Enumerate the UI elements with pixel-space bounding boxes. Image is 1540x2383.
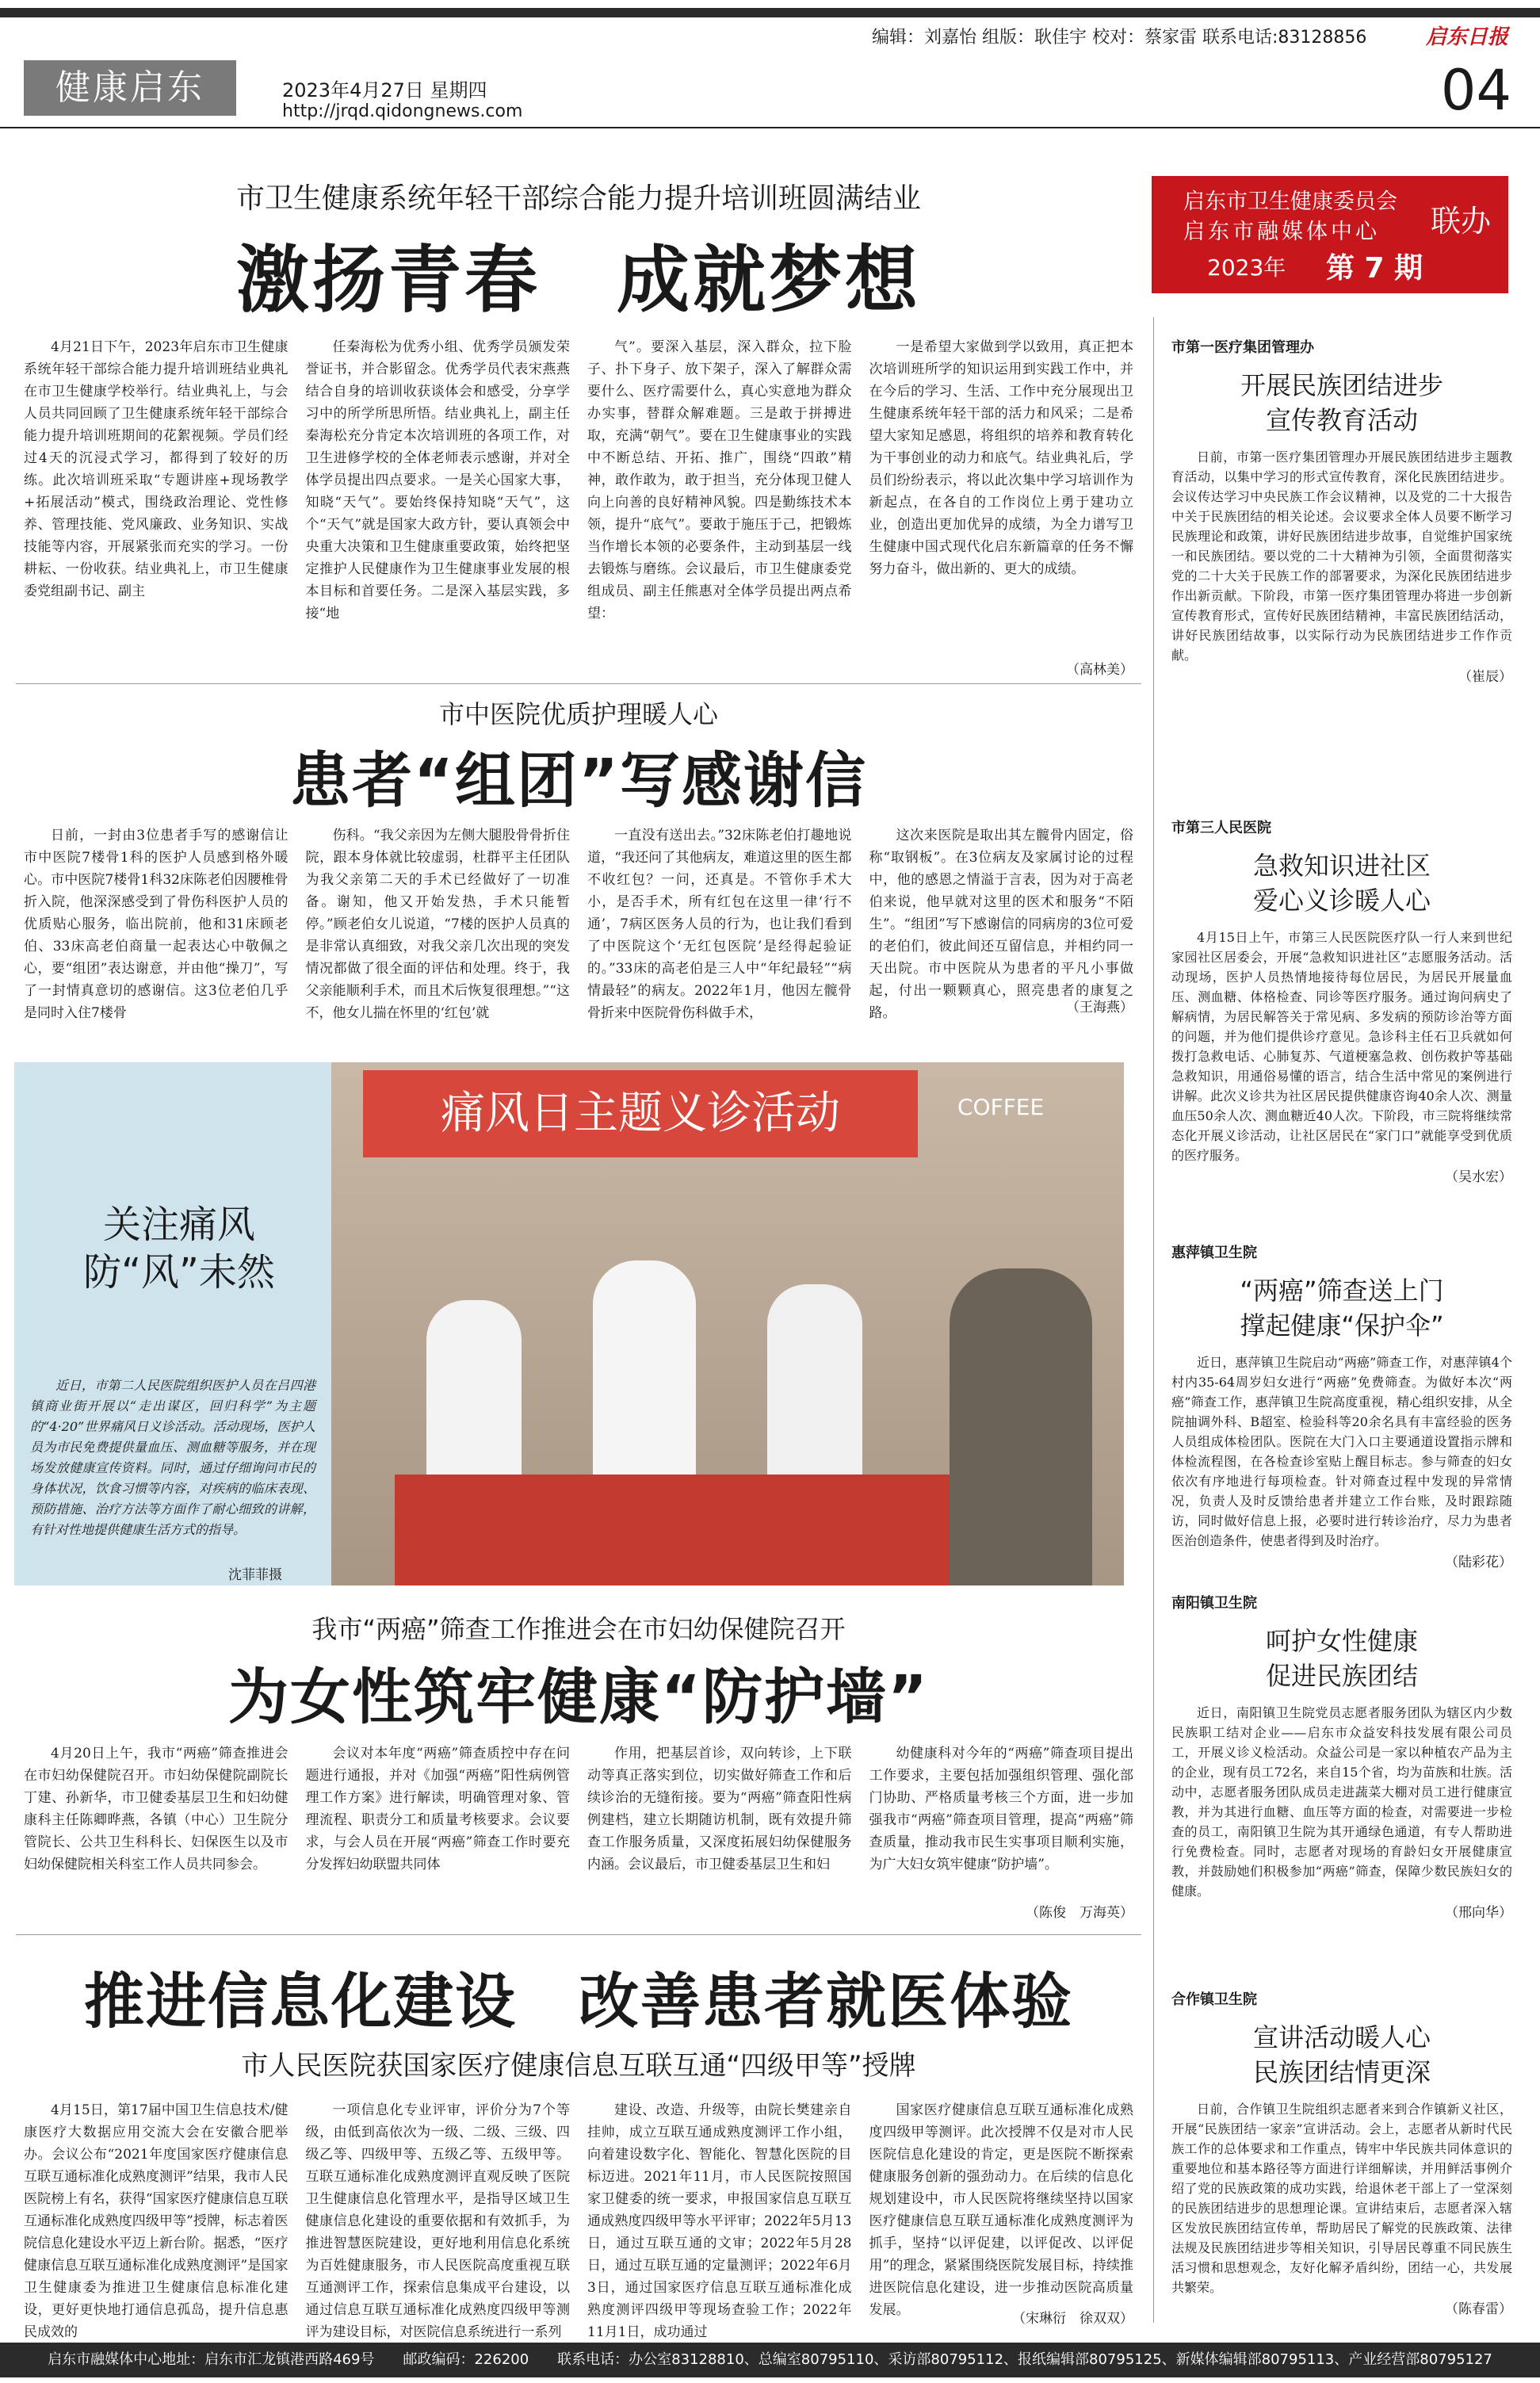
a5-col-2: 一项信息化专业评审，评价分为7个等级，由低到高依次为一级、二级、三级、四级乙等、四级甲等、五级乙等、五级甲等。互联互通标准化成熟度测评直观反映了医院卫生健康信息化管理水平，是指导区域卫生健康信息化建设的重要依据和有效抓手，为推进智慧医院建设，更好地利用信息化系统为百姓健康服务，市人民医院高度重视互联互通测评工作，探索信息集成平台建设，以通过信息互联互通标准化成熟度四级甲等测评为建设目标，对医院信息系统进行一系列 [305,2102,570,2340]
issue-year: 2023年 [1207,254,1286,281]
a1-author: （高林美） [1066,662,1133,678]
right-1-author: （崔辰） [1458,669,1512,685]
a1-col-3: 气”。要深入基层，深入群众，拉下脸子、扑下身子、放下架子，深入了解群众需要什么、医疗需要什么，真心实意地为群众办实事，替群众解难题。三是敢于拼搏进取，充满“朝气”。要在卫生健康事业的实践中不断总结、开拓、推广，围绕“四敢”精神，敢作敢为，敢于担当，充分体现卫健人向上向善的良好精神风貌。四是勤练技术本领，提升“底气”。要敢于施压于己，把锻炼当作增长本领的必要条件，主动到基层一线去锻炼与磨练。会议最后，市卫生健康委党组成员、副主任熊惠对全体学员提出两点希望： [587,339,852,622]
footer: 启东市融媒体中心地址：启东市汇龙镇港西路469号 邮政编码：226200 联系电话：办公室83128810、总编室80795110、采访部80795112、报纸编辑部80795125、新媒体编辑部80795113、产业经营部80795127 [0,2343,1540,2377]
right-1-title: 开展民族团结进步 宣传教育活动 [1240,370,1443,435]
a4-subtitle: 我市“两癌”筛查工作推进会在市妇幼保健院召开 [311,1614,846,1644]
photo-block [14,1062,1124,1585]
a2-col-4: 这次来医院是取出其左髋骨内固定，俗称“取钢板”。在3位病友及家属讨论的过程中，他的感恩之情溢于言表，因为对于高老伯来说，他早就对这里的医术和服务“不陌生”。“组团”写下感谢信的同病房的3位可爱的老伯们，彼此间还互留信息，并相约同一天出院。市中医院从为患者的平凡小事做起，付出一颗颗真心，照亮患者的康复之路。 [869,828,1133,1021]
a4-body [24,1742,1133,1885]
a2-author: （王海燕） [1066,1000,1133,1016]
a1-subtitle: 市卫生健康系统年轻干部综合能力提升培训班圆满结业 [235,182,921,215]
right-5-author: （陈春雷） [1445,2301,1512,2317]
issue-number: 第 7 期 [1326,252,1423,285]
a1-col-2: 任秦海松为优秀小组、优秀学员颁发荣誉证书，并合影留念。优秀学员代表宋燕燕结合自身的培训收获谈体会和感受，分享学习中的所学所思所悟。结业典礼上，副主任秦海松充分肯定本次培训班的各项工作，对卫生进修学校的全体老师表示感谢，并对全体学员提出四点要求。一是关心国家大事，知晓“天气”。要始终保持知晓“天气”，这个“天气”就是国家大政方针，要认真领会中央重大决策和卫生健康重要政策，始终把坚定推护人民健康作为卫生健康事业发展的根本目标和首要任务。二是深入基层实践，多接“地 [305,339,570,622]
right-2-label: 市第三人民医院 [1171,820,1271,836]
a5-author: （宋琳衍 徐双双） [1012,2311,1133,2327]
right-5-title: 宣讲活动暖人心 民族团结情更深 [1252,2022,1431,2087]
right-5-body: 日前，合作镇卫生院组织志愿者来到合作镇新义社区，开展“民族团结一家亲”宣讲活动。会上，志愿者从新时代民族工作的总体要求和工作重点，铸牢中华民族共同体意识的重要地位和基本路径等方面进行详细解读，并用鲜活事例介绍了党的民族政策的成功实践，给退休老干部上了一堂深刻的民族团结进步的思想理论课。宣讲结束后，志愿者深入辖区发放民族团结宣传单，帮助居民了解党的民族政策、法律法规及民族团结进步等相关知识，引导居民尊重不同民族生活习惯和思想观念，友好化解矛盾纠纷，团结一心，共发展共繁荣。 [1171,2102,1512,2295]
site-url[interactable]: http://jrqd.qidongnews.com [282,101,523,121]
shop-sign: COFFEE [957,1094,1045,1120]
right-5-label: 合作镇卫生院 [1171,1991,1257,2008]
photo-title: 关注痛风 防“风”未然 [83,1203,275,1295]
header-rule [0,127,1540,128]
a2-title: 患者“组团”写感谢信 [290,745,867,816]
right-story-3 [1171,1241,1512,1574]
right-2-title: 急救知识进社区 爱心义诊暖人心 [1252,851,1431,916]
right-3-title: “两癌”筛查送上门 撑起健康“保护伞” [1240,1276,1444,1341]
a2-col-3: 一直没有送出去。”32床陈老伯打趣地说道，“我还问了其他病友，难道这里的医生都不收红包？一问，还真是。不管你手术大小，是否手术，所有红包在这里一律‘行不通’，7病区医务人员的行为，也让我们看到了中医院这个‘无红包医院’是经得起验证的。”33床的高老伯是三人中“年纪最轻”“病情最轻”的病友。2022年1月，他因左髋骨骨折来中医院骨伤科做手术， [587,828,852,1021]
right-story-5 [1171,1988,1512,2329]
a4-col-3: 作用，把基层首诊，双向转诊，上下联动等真正落实到位，切实做好筛查工作和后续诊治的无缝衔接。要为“两癌”筛查阳性病例建档，建立长期随访机制，既有效提升筛查工作服务质量，又深度拓展妇幼保健服务内涵。会议最后，市卫健委基层卫生和妇 [587,1746,852,1872]
right-4-title: 呵护女性健康 促进民族团结 [1265,1626,1418,1691]
right-1-body: 日前，市第一医疗集团管理办开展民族团结进步主题教育活动，以集中学习的形式宣传教育，深化民族团结进步。会议传达学习中央民族工作会议精神，以及党的二十大报告中关于民族团结的相关论述。会议要求全体人员要不断学习民族理论和政策，讲好民族团结进步故事，自觉维护国家统一和民族团结。要以党的二十大精神为引领，全面贯彻落实党的二十大关于民族工作的部署要求，为深化民族团结进步作出新贡献。下阶段，市第一医疗集团管理办将进一步创新宣传教育形式，宣传好民族团结精神，丰富民族团结活动，讲好民族团结故事，以实际行动为民族团结进步工作作贡献。 [1171,449,1512,663]
staff-line: 编辑：刘嘉怡 组版：耿佳宇 校对：蔡家雷 联系电话:83128856 [872,28,1367,48]
a4-author: （陈俊 万海英） [1026,1905,1133,1921]
event-photo [331,1062,1124,1585]
right-1-label: 市第一医疗集团管理办 [1171,339,1314,356]
right-4-label: 南阳镇卫生院 [1171,1595,1257,1612]
a2-col-2: 伤科。“我父亲因为左侧大腿股骨骨折住院，跟本身体就比较虚弱，杜群平主任团队为我父亲第二天的手术已经做好了一切准备。谢知，他又开始发热，手术只能暂停。”顾老伯女儿说道，“7楼的医护人员真的是非常认真细致，对我父亲几次出现的突发情况都做了很全面的评估和处理。终于，我父亲能顺利手术，而且术后恢复很理想。”“这不，他女儿揣在怀里的‘红包’就 [305,828,570,1021]
event-banner: 痛风日主题义诊活动 [363,1070,918,1157]
a5-col-1: 4月15日，第17届中国卫生信息技术/健康医疗大数据应用交流大会在安徽合肥举办。会议公布“2021年度国家医疗健康信息互联互通标准化成熟度测评”结果，我市人民医院榜上有名，获得“国家医疗健康信息互联互通标准化成熟度四级甲等”授牌，标志着医院信息化建设水平迈上新台阶。据悉，“医疗健康信息互联互通标准化成熟度测评”是国家卫生健康委为推进卫生健康信息标准化建设，更好更快地打通信息孤岛，提升信息惠民成效的 [24,2102,289,2340]
right-story-1 [1171,336,1512,764]
right-3-label: 惠萍镇卫生院 [1171,1245,1257,1261]
co-organizer-2: 启东市融媒体中心 [1183,220,1380,244]
a4-title: 为女性筑牢健康“防护墙” [228,1662,929,1732]
a2-col-1: 日前，一封由3位患者手写的感谢信让市中医院7楼骨1科的医护人员感到格外暖心。市中医院7楼骨1科32床陈老伯因腰椎骨折入院，他深深感受到了骨伤科医护人员的优质贴心服务，临出院前，他和31床顾老伯、33床高老伯商量一起表达心中敬佩之心，要“组团”表达谢意，并由他“操刀”，写了一封情真意切的感谢信。这3位老伯几乎是同时入住7楼骨 [24,828,289,1021]
a5-col-4: 国家医疗健康信息互联互通标准化成熟度四级甲等测评。此次授牌不仅是对市人民医院信息化建设的肯定，更是医院不断探索健康服务创新的强劲动力。在后续的信息化规划建设中，市人民医院将继续坚持以国家医疗健康信息互联互通标准化成熟度测评为抓手，坚持“以评促建，以评促改、以评促用”的理念，紧紧围绕医院发展目标，持续推进医院信息化建设，进一步推动医院高质量发展。 [869,2102,1133,2318]
a4-col-1: 4月20日上午，我市“两癌”筛查推进会在市妇幼保健院召开。市妇幼保健院副院长丁建、孙新华，市卫健委基层卫生和妇幼健康科主任陈卿晔燕，各镇（中心）卫生院分管院长、公共卫生科科长、妇保医生以及市妇幼保健院相关科室工作人员共同参会。 [24,1746,289,1872]
a1-col-4: 一是希望大家做到学以致用，真正把本次培训班所学的知识运用到实践工作中，并在今后的学习、生活、工作中充分展现出卫生健康系统年轻干部的活力和风采；二是希望大家知足感恩，将组织的培养和教育转化为干事创业的动力和底气。结业典礼后，学员们纷纷表示，将以此次集中学习培训作为新起点，在各自的工作岗位上勇于建功立业，创造出更加优异的成绩，为全力谱写卫生健康中国式现代化启东新篇章的任务不懈努力奋斗，做出新的、更大的成绩。 [869,339,1133,577]
co-organizer-tag: 联办 [1430,204,1491,239]
dateline: 2023年4月27日 星期四 [282,79,487,101]
a4-col-4: 幼健康科对今年的“两癌”筛查项目提出工作要求，主要包括加强组织管理、强化部门协助、严格质量考核三个方面，进一步加强我市“两癌”筛查项目管理，提高“两癌”筛查质量，推动我市民生实事项目顺利实施，为广大妇女筑牢健康“防护墙”。 [869,1746,1133,1872]
right-3-author: （陆彩花） [1445,1555,1512,1570]
top-bar [0,8,1540,17]
a5-col-3: 建设、改造、升级等，由院长樊建亲自挂帅，成立互联互通成熟度测评工作小组，向着建设数字化、智能化、智慧化医院的目标迈进。2021年11月，市人民医院按照国家卫健委的统一要求，申报国家信息互联互通成熟度四级甲等水平评审；2022年5月13日，通过互联互通的文审；2022年5月28日，通过互联互通的定量测评；2022年6月3日，通过国家医疗信息互联互通标准化成熟度测评四级甲等现场查验工作；2022年11月1日，成功通过 [587,2102,852,2340]
divider [16,1934,1141,1935]
section-title: 健康启东 [24,60,236,116]
patient-figure [950,1268,1092,1585]
a1-title: 激扬青春 成就梦想 [235,238,921,323]
divider [16,683,1141,684]
page-number: 04 [1440,58,1511,123]
a1-col-1: 4月21日下午，2023年启东市卫生健康系统年轻干部综合能力提升培训班结业典礼在市卫生健康学校举行。结业典礼上，与会人员共同回顾了卫生健康系统年轻干部综合能力提升培训班期间的花絮视频。学员们经过4天的沉浸式学习，都得到了较好的历练。此次培训班采取“专题讲座+现场教学+拓展活动”模式，围绕政治理论、党性修养、管理技能、党风廉政、业务知识、实战技能等内容，开展紧张而充实的学习。一份耕耘、一份收获。结业典礼上，市卫生健康委党组副书记、副主 [24,339,289,599]
right-story-2 [1171,817,1512,1213]
newspaper-logo: 启东日报 [1425,25,1508,49]
a1-body [24,336,1133,653]
right-2-author: （吴水宏） [1445,1169,1512,1185]
a5-subtitle: 市人民医院获国家医疗健康信息互联互通“四级甲等”授牌 [241,2050,916,2082]
photo-caption: 近日，市第二人民医院组织医护人员在吕四港镇商业街开展以“走出谋区，回归科学”为主题的“4·20”世界痛风日义诊活动。活动现场，医护人员为市民免费提供量血压、测血糖等服务，并在现场发放健康宣传资料。同时，通过仔细询问市民的身体状况，饮食习惯等内容，对疾病的临床表现、预防措施、治疗方法等方面作了耐心细致的讲解，有针对性地提供健康生活方式的指导。 [30,1378,315,1537]
co-organizer-box [1152,176,1508,293]
a4-col-2: 会议对本年度“两癌”筛查质控中存在问题进行通报，并对《加强“两癌”阳性病例管理工作方案》进行解读，明确管理对象、管理流程、职责分工和质量考核要求。会议要求，与会人员在开展“两癌”筛查工作时要充分发挥妇幼联盟共同体 [305,1746,570,1872]
right-story-4 [1171,1592,1512,1964]
a2-subtitle: 市中医院优质护理暖人心 [438,699,718,729]
co-organizer-1: 启东市卫生健康委员会 [1183,189,1397,214]
right-2-body: 4月15日上午，市第三人民医院医疗队一行人来到世纪家园社区居委会，开展“急救知识进社区”志愿服务活动。活动现场，医护人员热情地接待每位居民，为居民开展量血压、测血糖、体格检查、同诊等医疗服务。通过询问病史了解病情，为居民解答关于常见病、多发病的预防诊治等方面的问题，并为他们提供诊疗意见。急诊科主任石卫兵就如何拨打急救电话、心肺复苏、气道梗塞急救、创伤救护等基础急救知识，用通俗易懂的语言，结合生活中常见的案例进行讲解。此次义诊共为社区居民提供健康咨询40余人次、测量血压50余人次、测血糖近40人次。下阶段，市三院将继续常态化开展义诊活动，让社区居民在“家门口”就能享受到优质的医疗服务。 [1171,930,1512,1163]
right-4-body: 近日，南阳镇卫生院党员志愿者服务团队为辖区内少数民族职工结对企业——启东市众益安科技发展有限公司员工，开展义诊义检活动。众益公司是一家以种植农产品为主的企业，现有员工72名，来自15个省，均为苗族和壮族。活动中，志愿者服务团队成员走进蔬菜大棚对员工进行健康宣教，并为其进行血糖、血压等方面的检查，对需要进一步检查的员工，南阳镇卫生院为其开通绿色通道，有专人帮助进行免费检查。同时，志愿者对现场的育龄妇女开展健康宣教，并鼓励她们积极参加“两癌”筛查，保障少数民族妇女的健康。 [1171,1705,1512,1899]
table-cloth [395,1475,950,1585]
right-3-body: 近日，惠萍镇卫生院启动“两癌”筛查工作，对惠萍镇4个村内35-64周岁妇女进行“两癌”免费筛查。为做好本次“两癌”筛查工作，惠萍镇卫生院高度重视，精心组织安排，从全院抽调外科、B超室、检验科等20余名具有丰富经验的医务人员组成体检团队。医院在大门入口主要通道设置指示牌和体检流程图，在各检查诊室贴上醒目标志。参与筛查的妇女依次有序地进行每项检查。针对筛查过程中发现的异常情况，负责人及时反馈给患者并建立工作台账，及时跟踪随访，同时做好信息上报，必要时进行转诊治疗，尽力为患者医治创造条件，使患者得到及时治疗。 [1171,1355,1512,1548]
photo-credit: 沈菲菲摄 [228,1567,282,1583]
column-divider [1153,317,1154,2323]
a5-title: 推进信息化建设 改善患者就医体验 [84,1966,1073,2037]
right-4-author: （邢向华） [1445,1905,1512,1921]
